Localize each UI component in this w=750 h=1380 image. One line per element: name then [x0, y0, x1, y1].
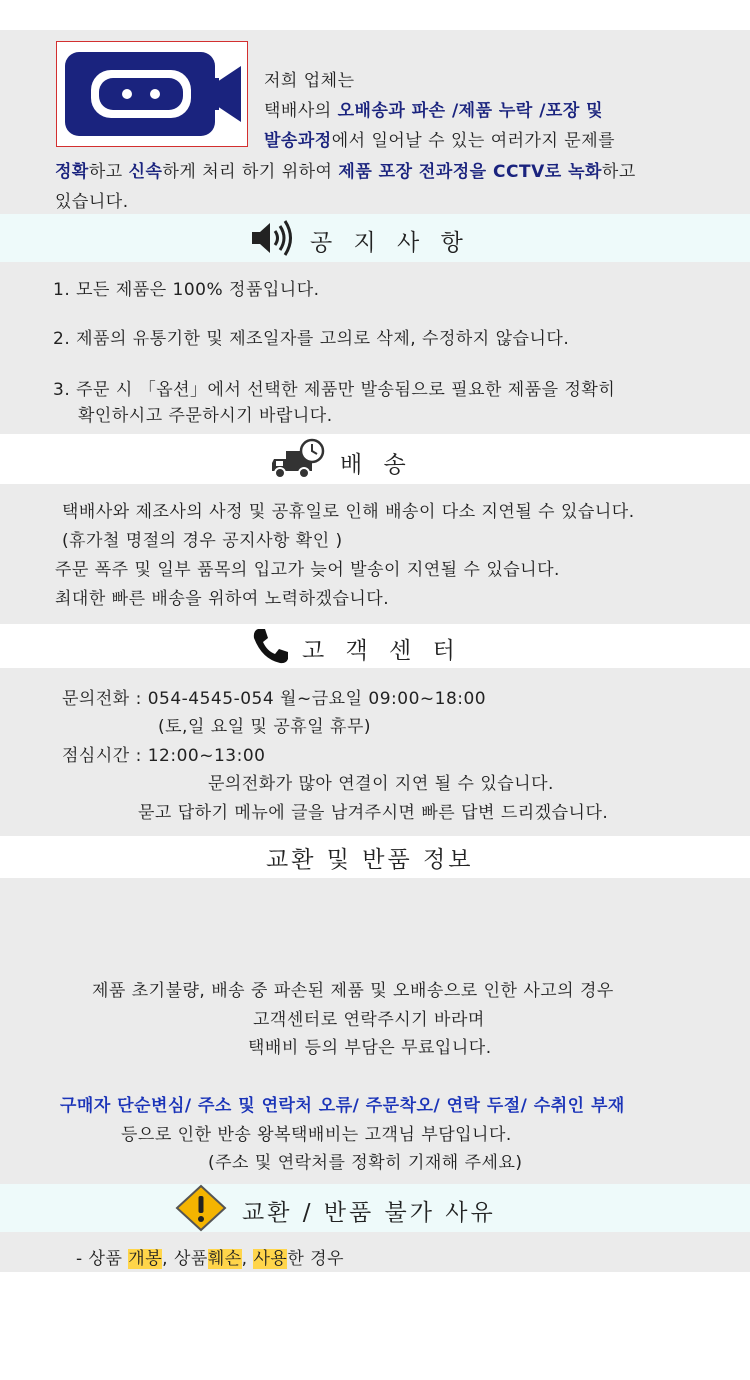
intro-line-1: 저희 업체는	[264, 71, 355, 91]
cs-lunch: 점심시간 : 12:00~13:00	[62, 746, 266, 766]
notice-header	[0, 214, 750, 262]
cs-holiday: (토,일 요일 및 공휴일 휴무)	[158, 717, 372, 737]
cs-note-1: 문의전화가 많아 연결이 지연 될 수 있습니다.	[208, 774, 554, 794]
cs-body	[0, 668, 750, 836]
intro-line-4	[55, 157, 636, 182]
exchange-line-5: 등으로 인한 반송 왕복택배비는 고객님 부담입니다.	[121, 1125, 512, 1145]
intro-line-2	[264, 96, 603, 121]
notice-item-3-cont: 확인하시고 주문하시기 바랍니다.	[78, 406, 333, 426]
exchange-line-3: 택배비 등의 부담은 무료입니다.	[248, 1038, 492, 1058]
intro-emphasis: 정확	[55, 162, 89, 182]
delivery-body	[0, 484, 750, 624]
exchange-line-2: 고객센터로 연락주시기 바라며	[253, 1010, 485, 1030]
cctv-logo	[56, 41, 248, 147]
cs-note-2: 묻고 답하기 메뉴에 글을 남겨주시면 빠른 답변 드리겠습니다.	[138, 803, 609, 823]
notice-body	[0, 262, 750, 434]
delivery-line-1: 택배사와 제조사의 사정 및 공휴일로 인해 배송이 다소 지연될 수 있습니다.	[62, 502, 635, 522]
intro-emphasis: 오배송과 파손 /제품 누락 /포장 및	[337, 101, 604, 121]
noreturn-highlight: 훼손	[207, 1249, 242, 1269]
notice-item-1: 1. 모든 제품은 100% 정품입니다.	[53, 280, 320, 300]
delivery-truck-icon	[270, 437, 326, 481]
notice-title: 공 지 사 항	[310, 230, 470, 256]
noreturn-title: 교환 / 반품 불가 사유	[242, 1200, 496, 1226]
noreturn-text: 한 경우	[287, 1249, 345, 1269]
speaker-icon	[250, 218, 296, 258]
exchange-header	[0, 836, 750, 878]
delivery-line-2: (휴가철 명절의 경우 공지사항 확인 )	[62, 531, 343, 551]
intro-line-3	[264, 126, 615, 151]
noreturn-text: ,	[241, 1249, 254, 1269]
noreturn-text: , 상품	[162, 1249, 208, 1269]
noreturn-text: - 상품	[76, 1249, 129, 1269]
cs-phone: 문의전화 : 054-4545-054 월~금요일 09:00~18:00	[62, 689, 487, 709]
delivery-header	[0, 434, 750, 484]
noreturn-header	[0, 1184, 750, 1232]
exchange-body	[0, 878, 750, 1184]
intro-text: 하게 처리 하기 위하여	[162, 162, 339, 182]
cs-header	[0, 624, 750, 668]
delivery-title: 배 송	[340, 452, 413, 478]
intro-text: 하고	[601, 162, 636, 182]
phone-icon	[250, 626, 290, 666]
noreturn-highlight: 사용	[253, 1249, 288, 1269]
exchange-title: 교환 및 반품 정보	[266, 847, 474, 873]
notice-item-3: 3. 주문 시 「옵션」에서 선택한 제품만 발송됨으로 필요한 제품을 정확히	[53, 380, 616, 400]
exchange-line-4: 구매자 단순변심/ 주소 및 연락처 오류/ 주문착오/ 연락 두절/ 수취인 부재	[60, 1096, 625, 1116]
intro-emphasis: 신속	[128, 162, 163, 182]
noreturn-highlight: 개봉	[128, 1249, 163, 1269]
cs-title: 고 객 센 터	[302, 638, 462, 664]
intro-section	[0, 30, 750, 214]
intro-emphasis: 발송과정	[264, 131, 332, 151]
exchange-line-6: (주소 및 연락처를 정확히 기재해 주세요)	[208, 1153, 523, 1173]
notice-item-2: 2. 제품의 유통기한 및 제조일자를 고의로 삭제, 수정하지 않습니다.	[53, 329, 570, 349]
intro-line-5: 있습니다.	[55, 192, 129, 212]
exchange-line-1: 제품 초기불량, 배송 중 파손된 제품 및 오배송으로 인한 사고의 경우	[92, 981, 614, 1001]
warning-icon	[175, 1184, 227, 1232]
cctv-camera-icon	[57, 42, 247, 146]
intro-text: 에서 일어날 수 있는 여러가지 문제를	[331, 131, 616, 151]
delivery-line-4: 최대한 빠른 배송을 위하여 노력하겠습니다.	[55, 589, 390, 609]
intro-text: 택배사의	[264, 101, 338, 121]
intro-emphasis: 제품 포장 전과정을 CCTV로 녹화	[338, 162, 602, 182]
delivery-line-3: 주문 폭주 및 일부 품목의 입고가 늦어 발송이 지연될 수 있습니다.	[55, 560, 560, 580]
noreturn-line	[76, 1244, 344, 1269]
intro-text: 하고	[88, 162, 129, 182]
noreturn-body	[0, 1232, 750, 1272]
